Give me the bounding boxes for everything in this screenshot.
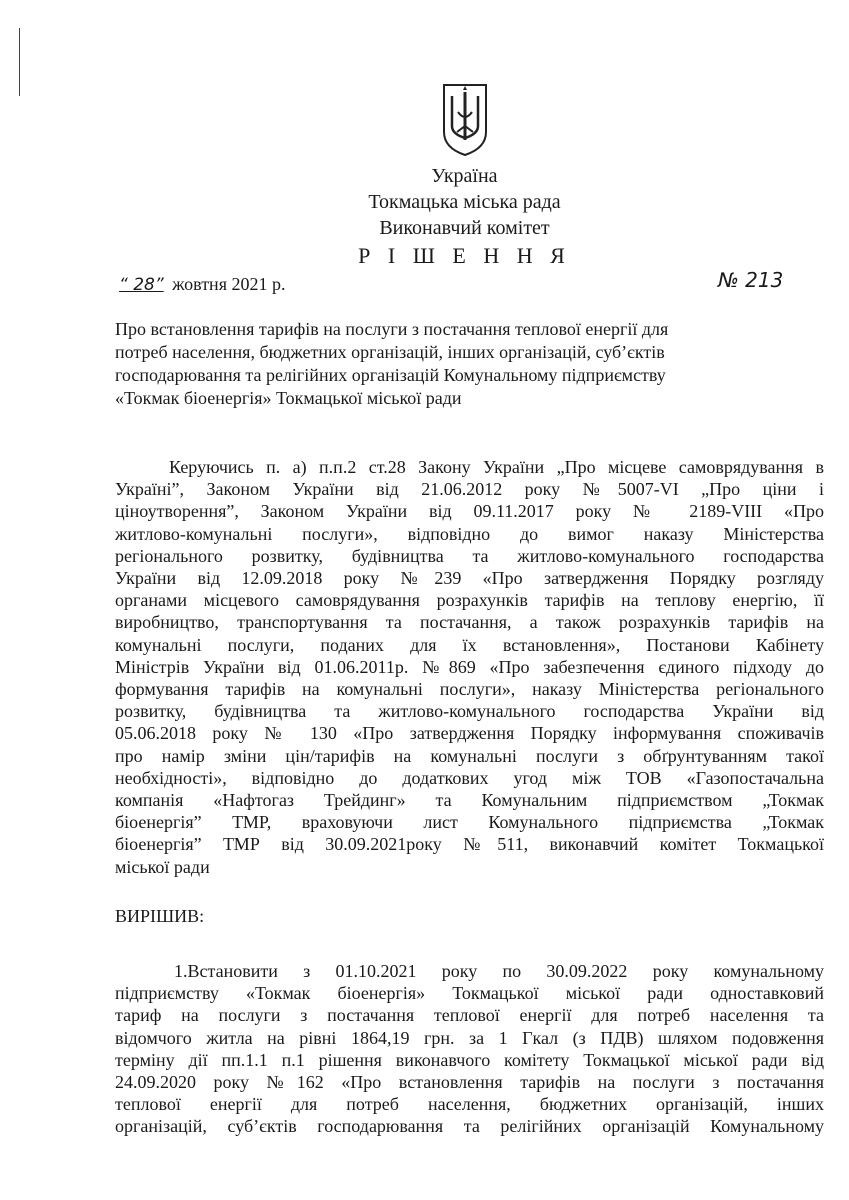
preamble-line: розвитку, будівництва та житлово-комунального господарства України від bbox=[115, 701, 824, 722]
preamble-line: комунальні послуги, поданих для їх встановлення», Постанови Кабінету bbox=[115, 634, 824, 655]
decided-heading: ВИРІШИВ: bbox=[115, 906, 205, 926]
item-line: 1.Встановити з 01.10.2021 року по 30.09.2022 року комунальному bbox=[174, 961, 824, 981]
preamble-line: 05.06.2018 року № 130 «Про затвердження Порядку інформування споживачів bbox=[115, 723, 824, 744]
document-type: Р І Ш Е Н Н Я bbox=[358, 243, 571, 268]
preamble-line: формування тарифів на комунальні послуги», наказу Міністерства регіонального bbox=[115, 679, 824, 700]
preamble-line: компанія «Нафтогаз Трейдинг» та Комунальним підприємством „Токмак bbox=[115, 790, 824, 811]
item-1-paragraph bbox=[115, 960, 824, 1138]
preamble-line: біоенергія” ТМР від 30.09.2021року №511, виконавчий комітет Токмацької bbox=[115, 834, 824, 855]
title-line: потреб населення, бюджетних організацій, інших організацій, суб’єктів bbox=[115, 342, 665, 362]
item-line: теплової енергії для потреб населення, бюджетних організацій, інших bbox=[115, 1094, 824, 1115]
preamble-line: України від 12.09.2018 року №239 «Про затвердження Порядку розгляду bbox=[115, 568, 824, 589]
item-line: підприємству «Токмак біоенергія» Токмацької міської ради одноставковий bbox=[115, 983, 824, 1004]
preamble-line: виробництво, транспортування та постачання, а також розрахунків тарифів на bbox=[115, 612, 824, 633]
decision-date bbox=[115, 272, 285, 297]
decision-number: № 213 bbox=[718, 268, 784, 292]
item-line: терміну дії пп.1.1 п.1 рішення виконавчого комітету Токмацької міської ради від bbox=[115, 1049, 824, 1070]
item-line: тариф на послуги з постачання теплової енергії для потреб населення та bbox=[115, 1005, 824, 1026]
preamble-line: міської ради bbox=[115, 856, 210, 877]
title-line: Про встановлення тарифів на послуги з постачання теплової енергії для bbox=[115, 319, 669, 339]
preamble-line: Міністрів України від 01.06.2011р. №869 «Про забезпечення єдиного підходу до bbox=[115, 656, 824, 677]
country-name: Україна bbox=[431, 165, 498, 187]
preamble-line: ціноутворення”, Законом України від 09.11.2017 року № 2189-VIII «Про bbox=[115, 501, 824, 522]
preamble-line: про намір зміни цін/тарифів на комунальні послуги з обґрунтуванням такої bbox=[115, 745, 824, 766]
title-line: господарювання та релігійних організацій Комунальному підприємству bbox=[115, 365, 666, 385]
preamble-line: біоенергія” ТМР, враховуючи лист Комунального підприємства „Токмак bbox=[115, 812, 824, 833]
date-month-year: жовтня 2021 р. bbox=[172, 274, 286, 294]
council-name: Токмацька міська рада bbox=[368, 191, 561, 213]
scan-margin-mark bbox=[19, 28, 20, 96]
preamble-paragraph bbox=[115, 456, 824, 878]
item-line: організацій, суб’єктів господарювання та релігійних організацій Комунальному bbox=[115, 1116, 824, 1137]
date-day: “ 28” bbox=[119, 275, 164, 295]
preamble-line: необхідності», відповідно до додаткових угод між ТОВ «Газопостачальна bbox=[115, 767, 824, 788]
item-line: 24.09.2020 року №162 «Про встановлення тарифів на послуги з постачання bbox=[115, 1072, 824, 1093]
coat-of-arms-trident-icon bbox=[441, 82, 489, 158]
preamble-line: житлово-комунальні послуги», відповідно до вимог наказу Міністерства bbox=[115, 523, 824, 544]
title-line: «Токмак біоенергія» Токмацької міської ради bbox=[115, 388, 462, 408]
preamble-line: Керуючись п. а) п.п.2 ст.28 Закону України „Про місцеве самоврядування в bbox=[169, 457, 824, 477]
decision-title bbox=[115, 318, 815, 410]
preamble-line: органами місцевого самоврядування розрахунків тарифів на теплову енергію, її bbox=[115, 590, 824, 611]
committee-name: Виконавчий комітет bbox=[379, 217, 550, 239]
preamble-line: Україні”, Законом України від 21.06.2012 року №5007-VI „Про ціни і bbox=[115, 479, 824, 500]
item-line: відомчого житла на рівні 1864,19 грн. за 1 Гкал (з ПДВ) шляхом подовження bbox=[115, 1027, 824, 1048]
preamble-line: регіонального розвитку, будівництва та житлово-комунального господарства bbox=[115, 545, 824, 566]
